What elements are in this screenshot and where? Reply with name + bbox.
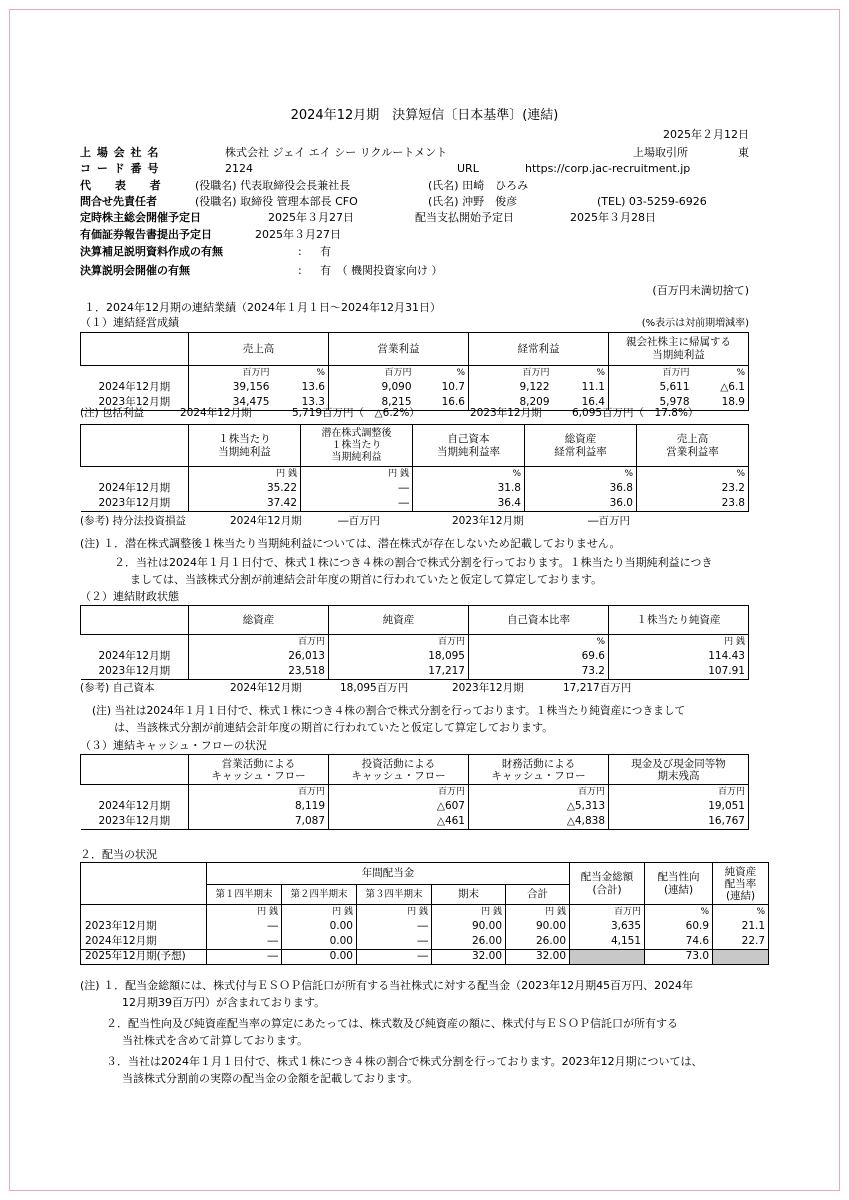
col-net-income: 親会社株主に帰属する 当期純利益 <box>609 333 749 366</box>
cell: ― <box>207 920 282 935</box>
cell: 23,518 <box>189 665 329 680</box>
exchange-label: 上場取引所 <box>633 146 688 159</box>
unit: 円 銭 <box>301 467 413 482</box>
cell: 23.2 <box>637 482 749 497</box>
col-sales: 売上高 <box>189 333 329 366</box>
code-value: 2124 <box>225 162 253 175</box>
comp-income-label: (注) 包括利益 <box>80 407 145 419</box>
cell: 5,978 <box>609 396 693 411</box>
supplement-value: 有 <box>320 245 331 258</box>
cell: 60.9 <box>645 920 713 935</box>
note-bps-b: は、当該株式分割が前連結会計年度の期首に行われていたと仮定して算定しております。 <box>114 721 554 734</box>
col-diluted-eps: 潜在株式調整後 １株当たり 当期純利益 <box>301 425 413 467</box>
unit: % <box>413 467 525 482</box>
cell: 107.91 <box>609 665 749 680</box>
meeting-colon: : <box>298 264 302 277</box>
table-row <box>81 920 769 935</box>
cell: 18.9 <box>693 396 749 411</box>
section3-title: （３）連結キャッシュ・フローの状況 <box>80 739 267 752</box>
col-sum: 合計 <box>506 885 570 905</box>
col-cash-balance: 現金及び現金同等物 期末残高 <box>609 755 749 785</box>
unit: 百万円 <box>609 785 749 800</box>
cell: 0.00 <box>282 920 357 935</box>
code-label: コ ー ド 番 号 <box>80 162 160 175</box>
row-label: 2024年12月期 <box>98 800 171 813</box>
note-1: (注) １．潜在株式調整後１株当たり当期純利益については、潜在株式が存在しないため記載しておりません。 <box>80 537 621 550</box>
cell: 73.2 <box>469 665 609 680</box>
company-label: 上 場 会 社 名 <box>80 146 160 159</box>
row-label: 2024年12月期 <box>81 935 207 950</box>
contact-label: 問合せ先責任者 <box>80 195 157 208</box>
unit: % <box>713 905 769 920</box>
financial-position-table <box>80 605 749 680</box>
url-link[interactable]: https://corp.jac-recruitment.jp <box>525 162 691 175</box>
cell: 32.00 <box>432 950 506 965</box>
cell: ― <box>301 497 413 512</box>
unit: 百万円 <box>609 366 693 381</box>
cell: △4,838 <box>469 815 609 830</box>
cell: ― <box>207 950 282 965</box>
note-2a: ２．当社は2024年１月１日付で、株式１株につき４株の割合で株式分割を行っております。１株当たり当期純利益につき <box>114 556 713 569</box>
col-investing-cf: 投資活動による キャッシュ・フロー <box>329 755 469 785</box>
cell: 21.1 <box>713 920 769 935</box>
meeting-label: 決算説明会開催の有無 <box>80 264 190 277</box>
comp-income-p2: 2023年12月期 <box>470 407 542 419</box>
pct-note: (%表示は対前期増減率) <box>641 318 749 329</box>
div-note-3a: ３．当社は2024年１月１日付で、株式１株につき４株の割合で株式分割を行っております。2023年12月期については、 <box>106 1055 703 1068</box>
col-q1: 第１四半期末 <box>207 885 282 905</box>
cell: 26.00 <box>506 935 570 950</box>
note-2b: ましては、当該株式分割が前連結会計年度の期首に行われていたと仮定して算定しております。 <box>130 573 603 586</box>
table-row <box>81 650 749 665</box>
cell: 9,122 <box>469 381 553 396</box>
cell: 16.6 <box>415 396 469 411</box>
col-total-assets: 総資産 <box>189 606 329 635</box>
table-row <box>81 497 749 512</box>
agm-date: 2025年３月27日 <box>268 211 354 224</box>
cell: 17,217 <box>329 665 469 680</box>
unit: 百万円 <box>189 785 329 800</box>
section1-title: １．2024年12月期の連結業績（2024年１月１日～2024年12月31日） <box>84 301 441 314</box>
div-note-1b: 12月期39百万円）が含まれております。 <box>122 996 326 1009</box>
unit: 円 銭 <box>432 905 506 920</box>
col-doe: 純資産 配当率 (連結) <box>713 863 769 905</box>
unit: % <box>645 905 713 920</box>
comp-income-v2: 6,095百万円（ 17.8%） <box>572 407 699 419</box>
cell: 5,611 <box>609 381 693 396</box>
col-roa: 総資産 経常利益率 <box>525 425 637 467</box>
cell: 90.00 <box>506 920 570 935</box>
equity-method-p1: 2024年12月期 <box>230 515 302 527</box>
cell: 36.0 <box>525 497 637 512</box>
unit: 百万円 <box>469 366 553 381</box>
table-row <box>81 800 749 815</box>
report-date: 2025年３月27日 <box>255 228 341 241</box>
row-label: 2025年12月期(予想) <box>81 950 207 965</box>
cell <box>713 950 769 965</box>
cell: 26.00 <box>432 935 506 950</box>
col-op-income: 営業利益 <box>329 333 469 366</box>
rounding-note: (百万円未満切捨て) <box>652 284 749 297</box>
cell: 74.6 <box>645 935 713 950</box>
cell <box>570 950 645 965</box>
row-label: 2023年12月期 <box>81 815 189 830</box>
cell: 22.7 <box>713 935 769 950</box>
cell: 3,635 <box>570 920 645 935</box>
unit: % <box>693 366 749 381</box>
dividend-title: ２．配当の状況 <box>80 848 157 861</box>
cell: △607 <box>329 800 469 815</box>
cell: ― <box>301 482 413 497</box>
contact-title: (役職名) 取締役 管理本部長 CFO <box>195 195 358 208</box>
unit: 円 銭 <box>357 905 432 920</box>
cell: 114.43 <box>609 650 749 665</box>
unit: 百万円 <box>189 635 329 650</box>
section2-title: （２）連結財政状態 <box>80 590 179 603</box>
cell: 18,095 <box>329 650 469 665</box>
div-note-1a: (注) １．配当金総額には、株式付与ＥＳＯＰ信託口が所有する当社株式に対する配当金（2023年12月期45百万円、2024年 <box>80 979 694 992</box>
cell: 90.00 <box>432 920 506 935</box>
cell: 19,051 <box>609 800 749 815</box>
comp-income-v1: 5,719百万円（ △6.2%） <box>292 407 420 419</box>
table-row <box>81 482 749 497</box>
equity-p2: 2023年12月期 <box>452 682 524 694</box>
col-payout-ratio: 配当性向 (連結) <box>645 863 713 905</box>
dividend-table <box>80 862 769 965</box>
row-label: 2023年12月期 <box>81 497 189 512</box>
col-eps: １株当たり 当期純利益 <box>189 425 301 467</box>
note-bps-a: (注) 当社は2024年１月１日付で、株式１株につき４株の割合で株式分割を行っております。１株当たり純資産につきまして <box>92 704 686 717</box>
row-label: 2024年12月期 <box>98 482 171 495</box>
unit: 百万円 <box>570 905 645 920</box>
unit: 円 銭 <box>282 905 357 920</box>
meeting-value: 有 （ 機関投資家向け ） <box>320 264 443 277</box>
supplement-label: 決算補足説明資料作成の有無 <box>80 245 223 258</box>
div-note-2a: ２．配当性向及び純資産配当率の算定にあたっては、株式数及び純資産の額に、株式付与ＥＳＯＰ信託口が所有する <box>106 1017 678 1030</box>
col-ord-income: 経常利益 <box>469 333 609 366</box>
row-label: 2023年12月期 <box>81 920 207 935</box>
row-label: 2023年12月期 <box>81 665 189 680</box>
equity-method-v2: ―百万円 <box>588 515 630 527</box>
agm-label: 定時株主総会開催予定日 <box>80 211 201 224</box>
cell: 37.42 <box>189 497 301 512</box>
table-row <box>81 665 749 680</box>
table-row <box>81 381 749 396</box>
rep-title: (役職名) 代表取締役会長兼社長 <box>195 179 351 192</box>
equity-label: (参考) 自己資本 <box>80 682 155 694</box>
cell: 8,209 <box>469 396 553 411</box>
col-financing-cf: 財務活動による キャッシュ・フロー <box>469 755 609 785</box>
col-operating-cf: 営業活動による キャッシュ・フロー <box>189 755 329 785</box>
table-row <box>81 935 769 950</box>
contact-name: (氏名) 沖野 俊彦 <box>428 195 518 208</box>
release-date: 2025年２月12日 <box>663 128 749 141</box>
cell: 13.3 <box>273 396 329 411</box>
supplement-colon: : <box>298 245 302 258</box>
col-roe: 自己資本 当期純利益率 <box>413 425 525 467</box>
cell: △461 <box>329 815 469 830</box>
cell: 16.4 <box>553 396 609 411</box>
operating-results-table <box>80 332 749 411</box>
unit: 百万円 <box>329 366 415 381</box>
cell: △5,313 <box>469 800 609 815</box>
table-row <box>81 950 769 965</box>
col-q2: 第２四半期末 <box>282 885 357 905</box>
cell: 9,090 <box>329 381 415 396</box>
cell: 0.00 <box>282 950 357 965</box>
unit: % <box>525 467 637 482</box>
cell: 8,215 <box>329 396 415 411</box>
unit: % <box>469 635 609 650</box>
cell: ― <box>357 935 432 950</box>
unit: % <box>273 366 329 381</box>
dividend-start-label: 配当支払開始予定日 <box>415 211 514 224</box>
col-net-assets: 純資産 <box>329 606 469 635</box>
col-total-dividend: 配当金総額 (合計) <box>570 863 645 905</box>
cell: 32.00 <box>506 950 570 965</box>
unit: % <box>415 366 469 381</box>
equity-v1: 18,095百万円 <box>340 682 409 694</box>
unit: 百万円 <box>189 366 273 381</box>
unit: 円 銭 <box>506 905 570 920</box>
exchange-value: 東 <box>738 146 749 159</box>
dividend-start-date: 2025年３月28日 <box>570 211 656 224</box>
unit: 円 銭 <box>189 467 301 482</box>
cell: 39,156 <box>189 381 273 396</box>
unit: 百万円 <box>329 785 469 800</box>
col-year-end: 期末 <box>432 885 506 905</box>
company-name: 株式会社 ジェイ エイ シー リクルートメント <box>225 146 448 159</box>
rep-label: 代 表 者 <box>80 179 164 192</box>
comp-income-p1: 2024年12月期 <box>180 407 252 419</box>
cell: 4,151 <box>570 935 645 950</box>
cell: 73.0 <box>645 950 713 965</box>
per-share-table <box>80 424 749 512</box>
unit: % <box>553 366 609 381</box>
cell: 34,475 <box>189 396 273 411</box>
col-bps: １株当たり純資産 <box>609 606 749 635</box>
cell: ― <box>357 950 432 965</box>
cell: 10.7 <box>415 381 469 396</box>
row-label: 2023年12月期 <box>81 396 189 411</box>
unit: 百万円 <box>329 635 469 650</box>
section1-sub1: （１）連結経営成績 <box>80 316 179 329</box>
unit: % <box>637 467 749 482</box>
cell: 16,767 <box>609 815 749 830</box>
row-label: 2024年12月期 <box>98 381 171 394</box>
table-row <box>81 815 749 830</box>
unit: 百万円 <box>469 785 609 800</box>
report-label: 有価証券報告書提出予定日 <box>80 228 212 241</box>
cell: 13.6 <box>273 381 329 396</box>
col-q3: 第３四半期末 <box>357 885 432 905</box>
equity-v2: 17,217百万円 <box>563 682 632 694</box>
equity-method-v1: ―百万円 <box>338 515 380 527</box>
equity-method-p2: 2023年12月期 <box>452 515 524 527</box>
cell: 31.8 <box>413 482 525 497</box>
unit: 円 銭 <box>207 905 282 920</box>
annual-dividend-header: 年間配当金 <box>207 863 570 885</box>
unit: 円 銭 <box>609 635 749 650</box>
rep-name: (氏名) 田崎 ひろみ <box>428 179 529 192</box>
div-note-2b: 当社株式を含めて計算しております。 <box>122 1034 309 1047</box>
equity-method-label: (参考) 持分法投資損益 <box>80 515 187 527</box>
contact-tel: (TEL) 03-5259-6926 <box>597 195 707 208</box>
document-title: 2024年12月期 決算短信〔日本基準〕(連結) <box>290 108 559 123</box>
url-label: URL <box>457 162 479 175</box>
cell: ― <box>357 920 432 935</box>
col-op-margin: 売上高 営業利益率 <box>637 425 749 467</box>
cell: ― <box>207 935 282 950</box>
row-label: 2024年12月期 <box>98 650 171 663</box>
cell: 36.8 <box>525 482 637 497</box>
cell: 69.6 <box>469 650 609 665</box>
cell: 26,013 <box>189 650 329 665</box>
cell: 0.00 <box>282 935 357 950</box>
cell: 23.8 <box>637 497 749 512</box>
cell: 35.22 <box>189 482 301 497</box>
cash-flow-table <box>80 754 749 830</box>
cell: △6.1 <box>693 381 749 396</box>
col-equity-ratio: 自己資本比率 <box>469 606 609 635</box>
equity-p1: 2024年12月期 <box>230 682 302 694</box>
cell: 36.4 <box>413 497 525 512</box>
cell: 7,087 <box>189 815 329 830</box>
cell: 8,119 <box>189 800 329 815</box>
div-note-3b: 当該株式分割前の実際の配当金の金額を記載しております。 <box>122 1072 419 1085</box>
cell: 11.1 <box>553 381 609 396</box>
